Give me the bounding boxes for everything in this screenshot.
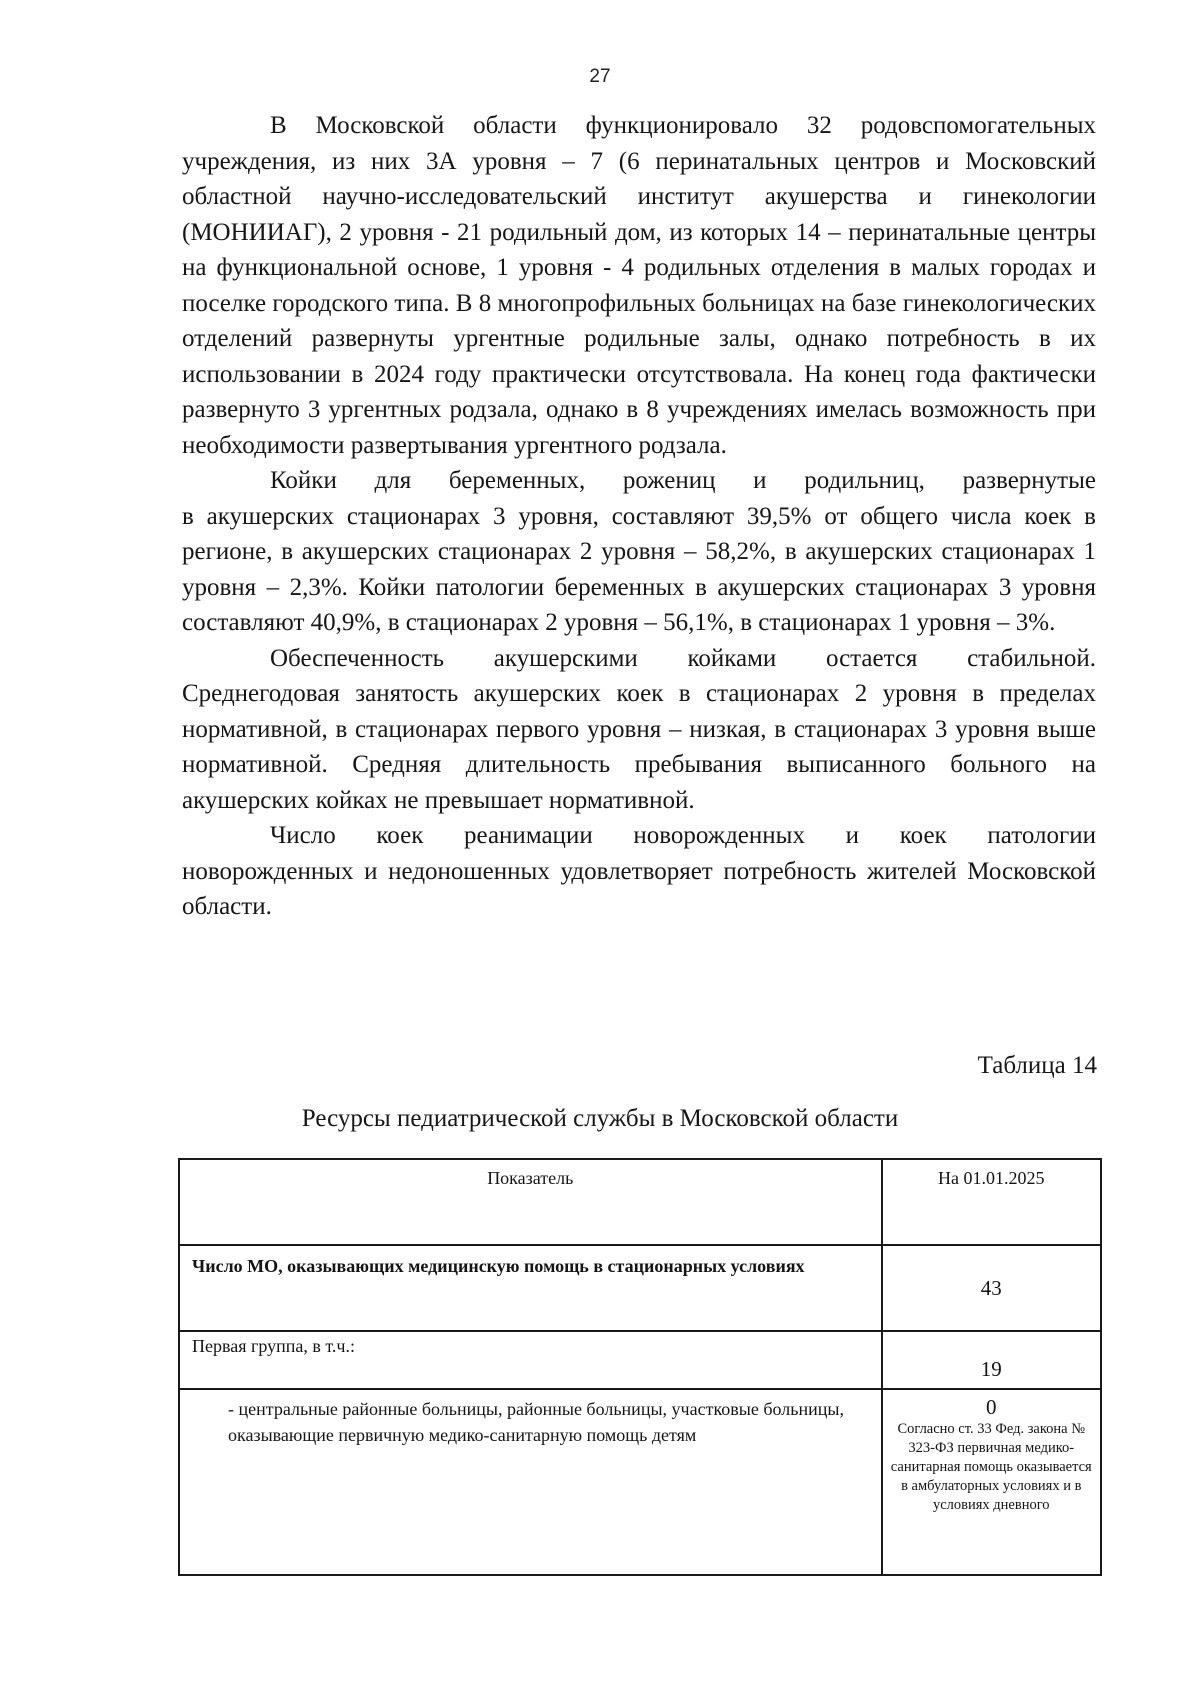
row-indicator: - центральные районные больницы, районные больницы, участковые больницы, оказывающие первичную медико-санитарную помощь детям	[228, 1399, 844, 1445]
paragraph-first-line: Число коек реанимации новорожденных и коек патологии	[270, 822, 1096, 849]
paragraph-provision	[182, 641, 1096, 819]
table-row	[179, 1389, 1101, 1575]
table-label: Таблица 14	[977, 1052, 1097, 1079]
header-date: На 01.01.2025	[882, 1159, 1101, 1245]
paragraph-first-line: Обеспеченность акушерскими койками остается стабильной.	[270, 644, 1096, 672]
row-value-cell	[882, 1389, 1101, 1575]
paragraph-beds	[182, 463, 1096, 641]
paragraph-rest: новорожденных и недоношенных удовлетворяет потребность жителей Московской области.	[182, 857, 1096, 920]
paragraph-first-line: Койки для беременных, рожениц и родильниц, развернутые	[270, 467, 1096, 494]
paragraph-rest: в акушерских стационарах 3 уровня, составляют 39,5% от общего числа коек в регионе, в акушерских стационарах 2 уровня – 58,2%, в акушерских стационарах 1 уровня – 2,3%. Койки патологии беременных в акушерских стационарах 3 уровня составляют 40,9%, в стационарах 2 уровня – 56,1%, в стационарах 1 уровня – 3%.	[182, 502, 1096, 636]
row-value: 19	[882, 1331, 1101, 1389]
paragraph-rest: Среднегодовая занятость акушерских коек в стационарах 2 уровня в пределах нормативной, в стационарах первого уровня – низкая, в стационарах 3 уровня выше нормативной. Средняя длительность пребывания выписанного больного на акушерских койках не превышает нормативной.	[182, 680, 1096, 814]
table-title: Ресурсы педиатрической службы в Московской области	[301, 1105, 899, 1132]
table-header-row	[179, 1159, 1101, 1245]
row-indicator-cell	[179, 1389, 882, 1575]
paragraph-neonatal	[182, 818, 1096, 925]
row-note: Согласно ст. 33 Фед. закона № 323-ФЗ первичная медико-санитарная помощь оказывается в амбулаторных условиях и в условиях дневного	[890, 1421, 1092, 1513]
row-value: 43	[882, 1245, 1101, 1331]
body-text	[182, 108, 1096, 925]
table-row	[179, 1245, 1101, 1331]
paragraph-rest: учреждения, из них 3А уровня – 7 (6 перинатальных центров и Московский областной научно-исследовательский институт акушерства и гинекологии (МОНИИАГ), 2 уровня - 21 родильный дом, из которых 14 – перинатальные центры на функциональной основе, 1 уровня - 4 родильных отделения в малых городах и поселке городского типа. В 8 многопрофильных больницах на базе гинекологических отделений развернуты ургентные родильные залы, однако потребность в их использовании в 2024 году практически отсутствовала. На конец года фактически развернуто 3 ургентных родзала, однако в 8 учреждениях имелась возможность при необходимости развертывания ургентного родзала.	[182, 147, 1096, 459]
paragraph-institutions	[182, 108, 1096, 463]
row-indicator: Число МО, оказывающих медицинскую помощь в стационарных условиях	[179, 1245, 882, 1331]
resources-table	[178, 1158, 1102, 1576]
header-indicator: Показатель	[179, 1159, 882, 1245]
page-number: 27	[589, 66, 611, 87]
row-indicator: Первая группа, в т.ч.:	[179, 1331, 882, 1389]
row-value: 0	[986, 1395, 997, 1419]
paragraph-first-line: В Московской области функционировало 32 родовспомогательных	[270, 112, 1096, 139]
table-row	[179, 1331, 1101, 1389]
